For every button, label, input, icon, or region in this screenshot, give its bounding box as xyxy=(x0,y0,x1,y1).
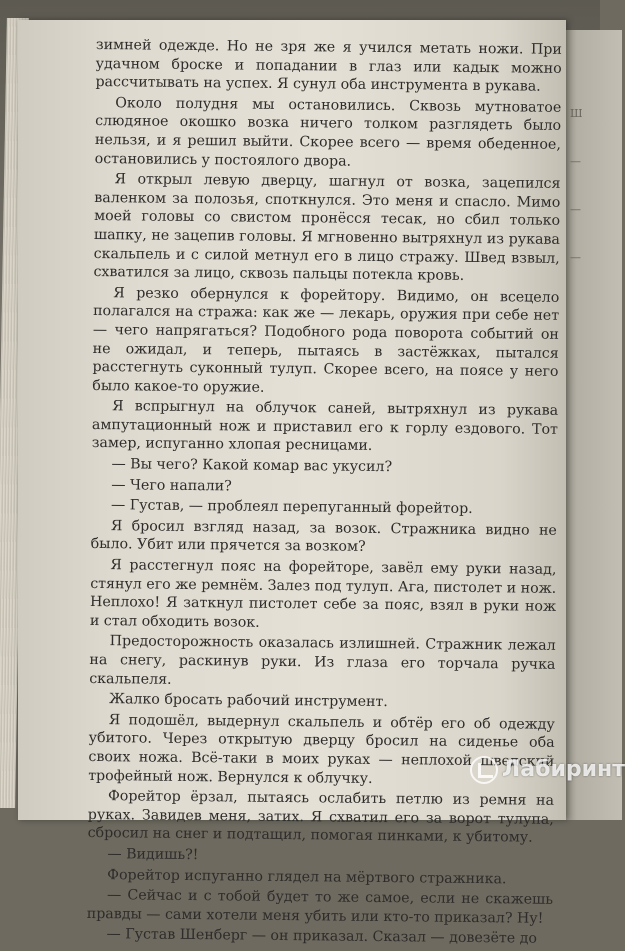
paragraph: Жалко бросать рабочий инструмент. xyxy=(108,691,388,711)
paragraph: зимней одежде. Но не зря же я учился метать ножи. При удачном броске и попадании в глаз или кадык можно рассчитывать на успех. Я сунул оба инструмента в рукава. xyxy=(95,36,562,95)
facing-page-marks xyxy=(570,90,600,282)
paragraph: Я вспрыгнул на облучок саней, вытряхнул из рукава ампутационный нож и приставил его к горлу ездового. Тот замер, испуганно хлопая ресницами. xyxy=(91,398,559,455)
dialogue-line: — Густав, — проблеял перепуганный форейтор. xyxy=(111,497,473,518)
labirint-watermark xyxy=(470,756,625,784)
facing-page xyxy=(562,30,622,820)
page-text xyxy=(86,36,562,951)
paragraph: Форейтор ёрзал, пытаясь ослабить петлю из ремня на руках. Завидев меня, затих. Я схватил его за ворот тулупа, сбросил на снег и подтащил, помогая пинками, к убитому. xyxy=(87,788,555,846)
labirint-logo-icon xyxy=(470,756,498,784)
dialogue-line: — Густав Шенберг — он приказал. Сказал — довезёте до xyxy=(106,926,538,947)
dialogue-line: — Видишь?! xyxy=(107,846,199,864)
watermark-text: Лабиринт xyxy=(502,757,625,782)
paragraph: Форейтор испуганно глядел на мёртвого стражника. xyxy=(107,866,507,887)
facing-page-mark: — xyxy=(570,251,581,264)
paragraph: Я резко обернулся к форейтору. Видимо, он всецело полагался на стража: как же — лекарь, оружия при себе нет — чего напрягаться? Подобного рода поворота событий он не ожидал, и теперь, пытаясь в застёжках, пытался расстегнуть суконный тулуп. Скорее всего, на поясе у него было какое-то оружие. xyxy=(92,284,560,396)
facing-page-mark: — xyxy=(570,155,581,168)
paragraph: Я открыл левую дверцу, шагнул от возка, зацепился валенком за полозья, споткнулся. Это меня и спасло. Мимо моей головы со свистом пронёсся тесак, но сбил только шапку, не зацепив головы. Я мгновенно вытряхнул из рукава скальпель и с силой метнул его в лицо стражу. Швед взвыл, схватился за лицо, сквозь пальцы потекла кровь. xyxy=(93,171,561,284)
dialogue-line: — Чего напали? xyxy=(111,476,232,495)
paragraph: Я расстегнул пояс на форейторе, завёл ему руки назад, стянул его же ремнём. Залез под тулуп. Ага, пистолет и нож. Неплохо! Я заткнул пистолет себе за пояс, взял в руки нож и стал обходить возок. xyxy=(89,557,557,631)
facing-page-mark: — xyxy=(570,203,581,216)
dialogue-line: — Сейчас и с тобой будет то же самое, если не скажешь правды — сами хотели меня убить или кто-то приказал? Ну! xyxy=(86,887,554,927)
dialogue-line: — Вы чего? Какой комар вас укусил? xyxy=(111,456,393,476)
paragraph: Предосторожность оказалась излишней. Стражник лежал на снегу, раскинув руки. Из глаза его торчала ручка скальпеля. xyxy=(89,633,556,688)
facing-page-mark: Ш xyxy=(570,107,583,120)
paragraph: Около полудня мы остановились. Сквозь мутноватое слюдяное окошко возка ничего толком разглядеть было нельзя, и я решил выйти. Скорее всего — время обеденное, остановились у постоялого двора. xyxy=(94,94,562,170)
paragraph: Я подошёл, выдернул скальпель и обтёр его об одежду убитого. Через открытую дверцу бросил на сиденье оба своих ножа. Всё-таки в моих руках — неплохой шведский трофейный нож. Вернулся к облучку. xyxy=(88,711,555,787)
paragraph: Я бросил взгляд назад, за возок. Стражника видно не было. Убит или прячется за возком? xyxy=(90,518,557,556)
